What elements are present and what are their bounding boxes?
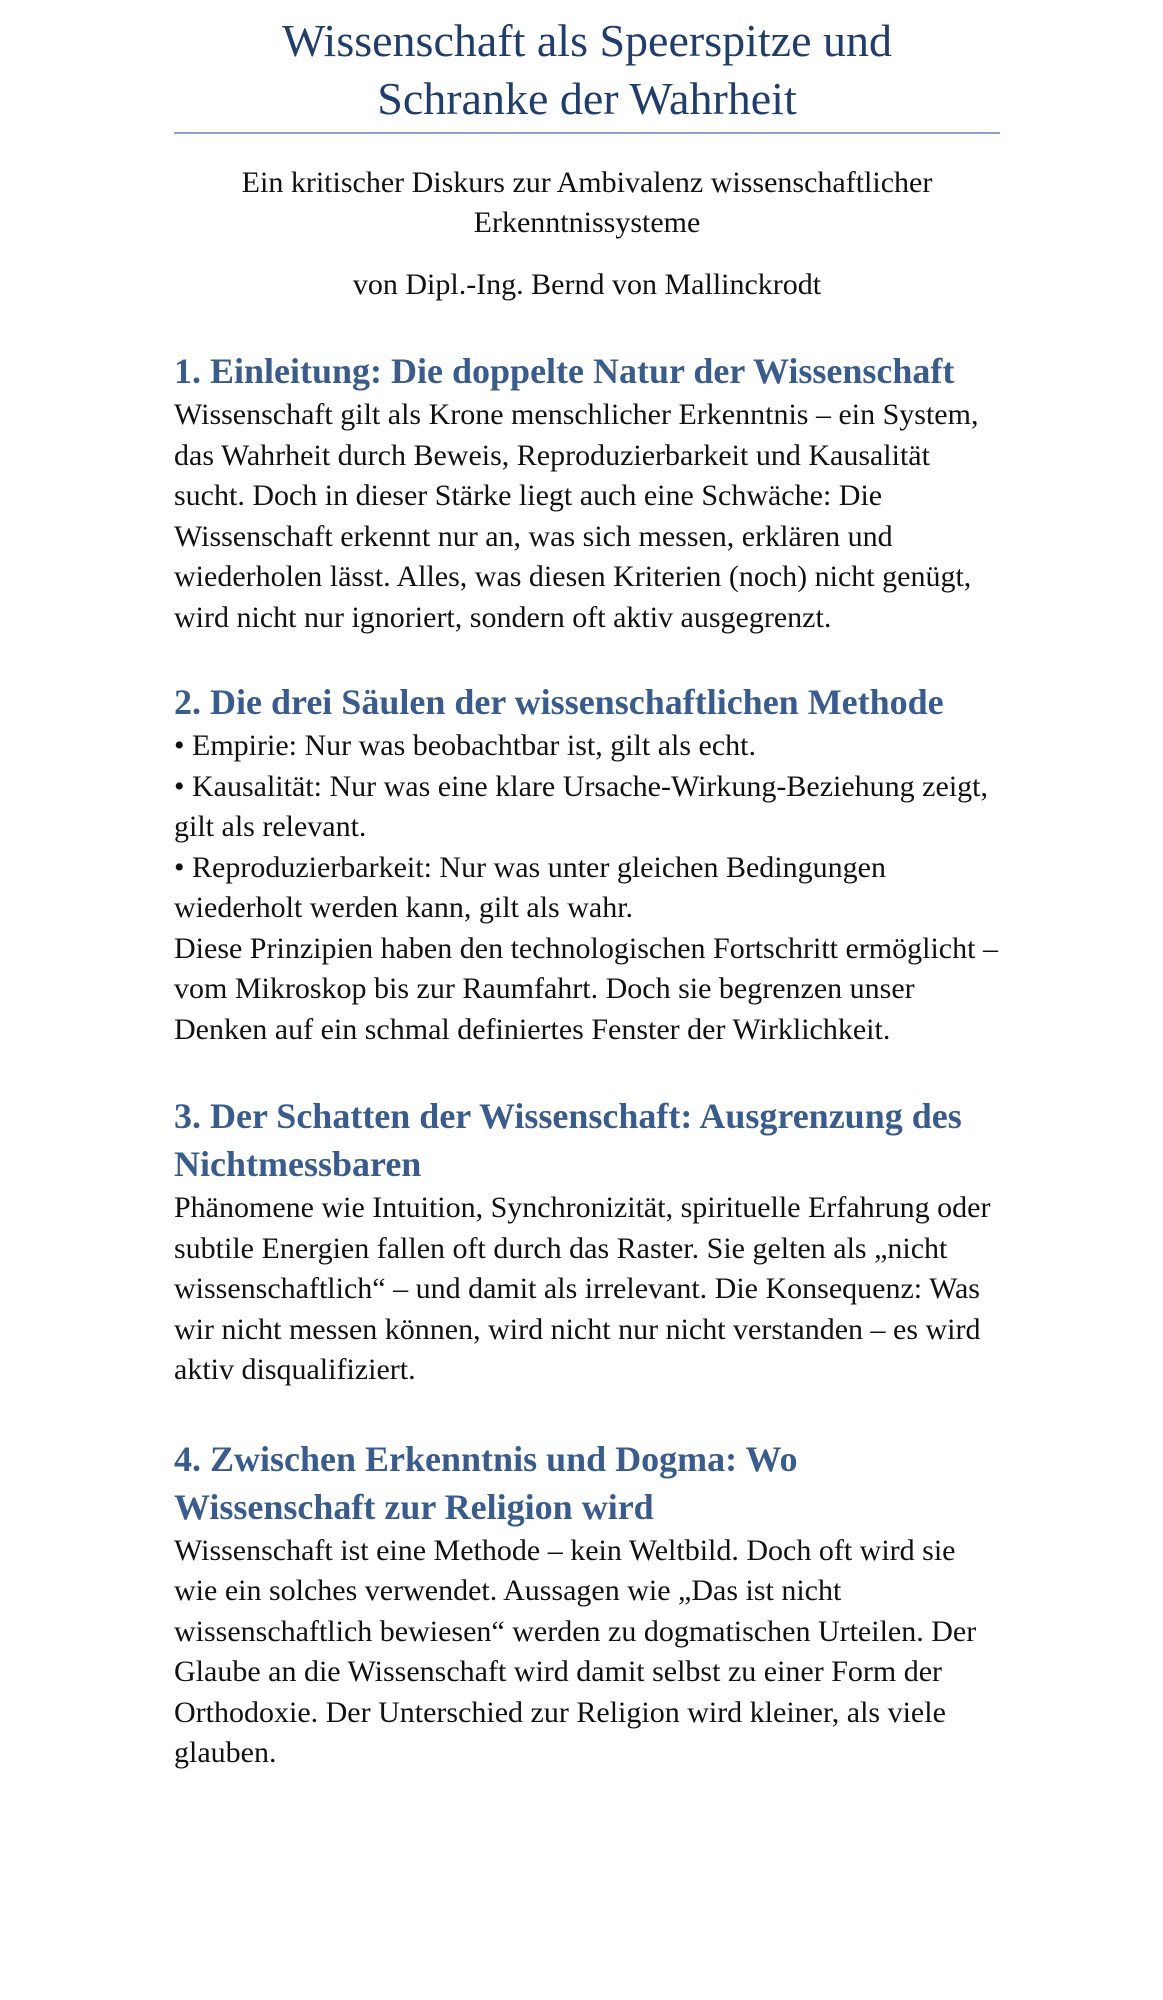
document-subtitle: Ein kritischer Diskurs zur Ambivalenz wissenschaftlicher Erkenntnissysteme (241, 166, 933, 239)
title-line-2: Schranke der Wahrheit (377, 73, 797, 124)
section-body: Diese Prinzipien haben den technologischen Fortschritt ermöglicht – vom Mikroskop bis zur Raumfahrt. Doch sie begrenzen unser Denken auf ein schmal definiertes Fenster der Wirklichkeit. (174, 931, 998, 1046)
section-heading: 3. Der Schatten der Wissenschaft: Ausgrenzung des Nichtmessbaren (174, 1096, 962, 1184)
section-body: Wissenschaft gilt als Krone menschlicher Erkenntnis – ein System, das Wahrheit durch Beweis, Reproduzierbarkeit und Kausalität sucht. Doch in dieser Stärke liegt auch eine Schwäche: Die Wissenschaft erkennt nur an, was sich messen, erklären und wiederholen lässt. Alles, was diesen Kriterien (noch) nicht genügt, wird nicht nur ignoriert, sondern oft aktiv ausgegrenzt. (174, 398, 979, 634)
document-title (174, 0, 1000, 128)
title-divider (174, 132, 1000, 134)
section-heading: 4. Zwischen Erkenntnis und Dogma: Wo Wissenschaft zur Religion wird (174, 1438, 798, 1527)
section-introduction (174, 347, 1000, 638)
section-body: Phänomene wie Intuition, Synchronizität, spirituelle Erfahrung oder subtile Energien fallen oft durch das Raster. Sie gelten als „nicht wissenschaftlich“ – und damit als irrelevant. Die Konsequenz: Was wir nicht messen können, wird nicht nur nicht verstanden – es wird aktiv disqualifiziert. (174, 1191, 991, 1386)
section-heading: 2. Die drei Säulen der wissenschaftlichen Methode (174, 682, 944, 722)
document-page (174, 0, 1000, 1774)
section-knowledge-vs-dogma (174, 1435, 1000, 1774)
section-shadow-of-science (174, 1092, 1000, 1391)
document-author: von Dipl.-Ing. Bernd von Mallinckrodt (352, 268, 822, 301)
section-three-pillars (174, 678, 1000, 1050)
bullet-item-empirie: • Empirie: Nur was beobachtbar ist, gilt als echt. (174, 729, 757, 762)
title-line-1: Wissenschaft als Speerspitze und (281, 15, 893, 66)
bullet-item-reproduzierbarkeit: • Reproduzierbarkeit: Nur was unter gleichen Bedingungen wiederholt werden kann, gilt als wahr. (174, 850, 886, 924)
section-body: Wissenschaft ist eine Methode – kein Weltbild. Doch oft wird sie wie ein solches verwendet. Aussagen wie „Das ist nicht wissenschaftlich bewiesen“ werden zu dogmatischen Urteilen. Der Glaube an die Wissenschaft wird damit selbst zu einer Form der Orthodoxie. Der Unterschied zur Religion wird kleiner, als viele glauben. (174, 1533, 977, 1769)
section-heading: 1. Einleitung: Die doppelte Natur der Wissenschaft (174, 351, 955, 391)
bullet-item-kausalitaet: • Kausalität: Nur was eine klare Ursache-Wirkung-Beziehung zeigt, gilt als relevant. (174, 769, 988, 843)
